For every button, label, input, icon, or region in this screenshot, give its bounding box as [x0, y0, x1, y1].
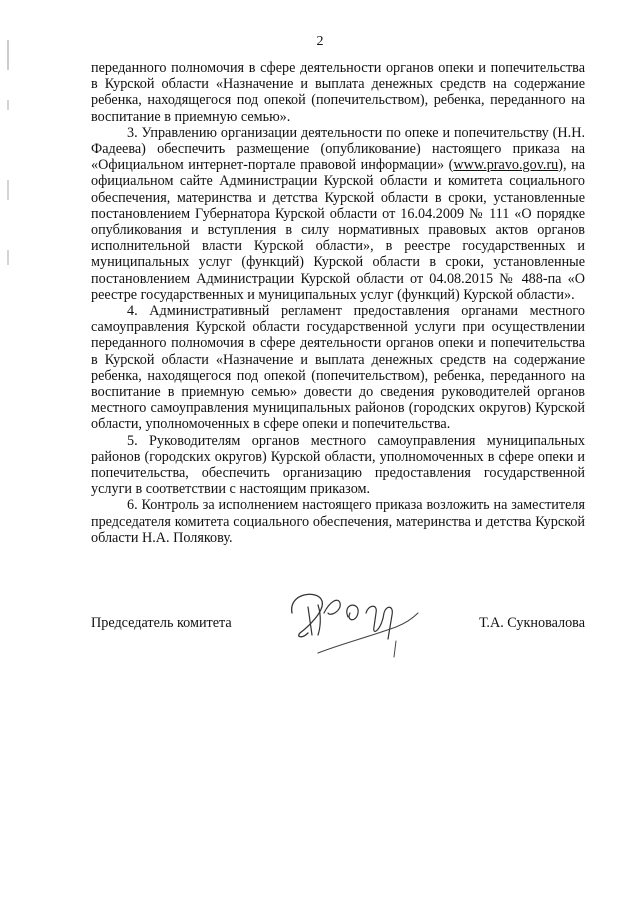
- paragraph-text: 3. Управлению организации деятельности по опеке и попечительству (Н.Н. Фадеева) обеспечить размещение (опубликование) настоящего приказа на «Официальном интернет-портале правовой информации» (: [91, 124, 585, 174]
- pravo-link[interactable]: www.pravo.gov.ru: [453, 157, 559, 174]
- paragraph-text: 6. Контроль за исполнением настоящего приказа возложить на заместителя председателя комитета социального обеспечения, материнства и детства Курской области Н.А. Полякову.: [91, 497, 585, 546]
- handwritten-signature: [278, 583, 428, 663]
- document-body: [91, 60, 585, 546]
- paragraph-p5: [91, 433, 585, 498]
- paragraph-p4: [91, 303, 585, 433]
- paragraph-text: ), на официальном сайте Администрации Курской области и комитета социального обеспечения, материнства и детства Курской области в сроки, установленные постановлением Губернатора Курской области от 16.04.2009 № 111 «О порядке опубликования и вступления в силу нормативных правовых актов органов исполнительной власти Курской области», в реестре государственных и муниципальных услуг (функций) Курской области в сроки, установленные постановлением Администрации Курской области от 04.08.2015 № 488-па «О реестре государственных и муниципальных услуг (функций) Курской области».: [91, 157, 585, 303]
- paragraph-p3: [91, 125, 585, 303]
- paragraph-text: 4. Административный регламент предоставления органами местного самоуправления Курской области государственной услуги при осуществлении переданного полномочия в сфере деятельности органов опеки и попечительства в Курской области «Назначение и выплата денежных средств на содержание ребенка, находящегося под опекой (попечительством), ребенка, переданного на воспитание в приемную семью» довести до сведения руководителей органов местного самоуправления муниципальных районов (городских округов) Курской области, уполномоченных в сфере опеки и попечительства.: [91, 303, 585, 433]
- scan-edge-marks: [6, 40, 10, 280]
- signatory-name: Т.А. Сукновалова: [479, 615, 585, 631]
- paragraph-text: переданного полномочия в сфере деятельности органов опеки и попечительства в Курской области «Назначение и выплата денежных средств на содержание ребенка, находящегося под опекой (попечительством), ребенка, переданного на воспитание в приемную семью».: [91, 60, 585, 125]
- paragraph-p6: [91, 497, 585, 546]
- signatory-position: Председатель комитета: [91, 615, 232, 631]
- page-number: 2: [316, 34, 324, 49]
- paragraph-p0: [91, 60, 585, 125]
- paragraph-text: 5. Руководителям органов местного самоуправления муниципальных районов (городских округов) Курской области, уполномоченных в сфере опеки и попечительства, обеспечить организацию предоставления государственной услуги в соответствии с настоящим приказом.: [91, 432, 585, 498]
